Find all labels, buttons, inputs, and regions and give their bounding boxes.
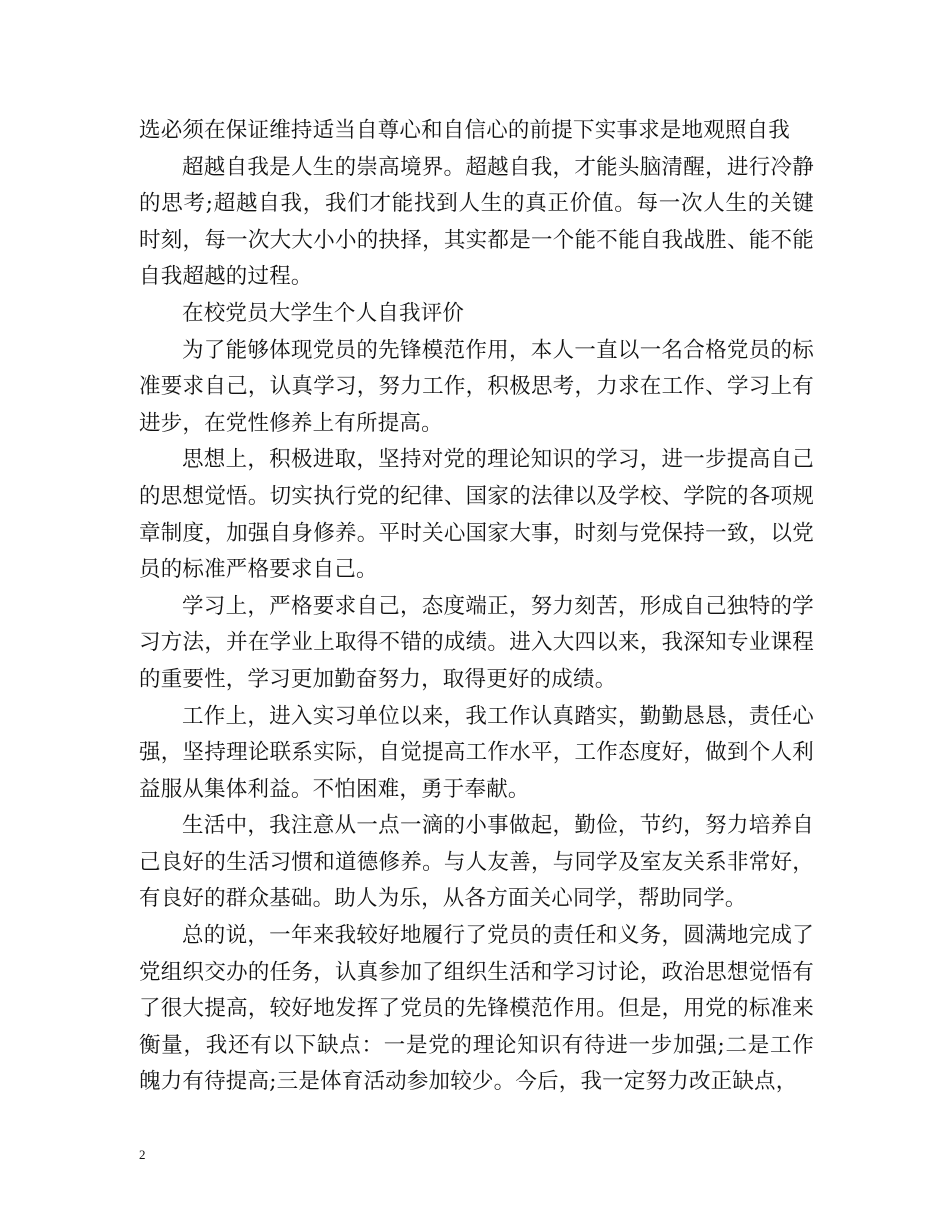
page-number: 2: [139, 1147, 146, 1162]
paragraph-continuation: 选必须在保证维持适当自尊心和自信心的前提下实事求是地观照自我: [139, 118, 791, 143]
paragraph-transcend-self: 超越自我是人生的崇高境界。超越自我，才能头脑清醒，进行冷静的思考;超越自我，我们才能找到人生的真正价值。每一次人生的关键时刻，每一次大大小小的抉择，其实都是一个能不能自我战胜、能不能自我超越的过程。: [139, 154, 814, 290]
paragraph-thought: 思想上，积极进取，坚持对党的理论知识的学习，进一步提高自己的思想觉悟。切实执行党的纪律、国家的法律以及学校、学院的各项规章制度，加强自身修养。平时关心国家大事，时刻与党保持一致，以党员的标准严格要求自己。: [139, 447, 814, 583]
paragraph-study: 学习上，严格要求自己，态度端正，努力刻苦，形成自己独特的学习方法，并在学业上取得不错的成绩。进入大四以来，我深知专业课程的重要性，学习更加勤奋努力，取得更好的成绩。: [139, 593, 814, 692]
paragraph-work: 工作上，进入实习单位以来，我工作认真踏实，勤勤恳恳，责任心强，坚持理论联系实际，自觉提高工作水平，工作态度好，做到个人利益服从集体利益。不怕困难，勇于奉献。: [139, 703, 814, 802]
paragraph-summary: 总的说，一年来我较好地履行了党员的责任和义务，圆满地完成了党组织交办的任务，认真参加了组织生活和学习讨论，政治思想觉悟有了很大提高，较好地发挥了党员的先锋模范作用。但是，用党的标准来衡量，我还有以下缺点：一是党的理论知识有待进一步加强;二是工作魄力有待提高;三是体育活动参加较少。今后，我一定努力改正缺点，: [139, 923, 814, 1095]
document-body: [139, 113, 814, 1101]
paragraph-life: 生活中，我注意从一点一滴的小事做起，勤俭，节约，努力培养自己良好的生活习惯和道德修养。与人友善，与同学及室友关系非常好，有良好的群众基础。助人为乐，从各方面关心同学，帮助同学。: [139, 813, 814, 912]
section-heading: 在校党员大学生个人自我评价: [182, 300, 465, 326]
paragraph-intro: 为了能够体现党员的先锋模范作用，本人一直以一名合格党员的标准要求自己，认真学习，努力工作，积极思考，力求在工作、学习上有进步，在党性修养上有所提高。: [139, 337, 814, 436]
